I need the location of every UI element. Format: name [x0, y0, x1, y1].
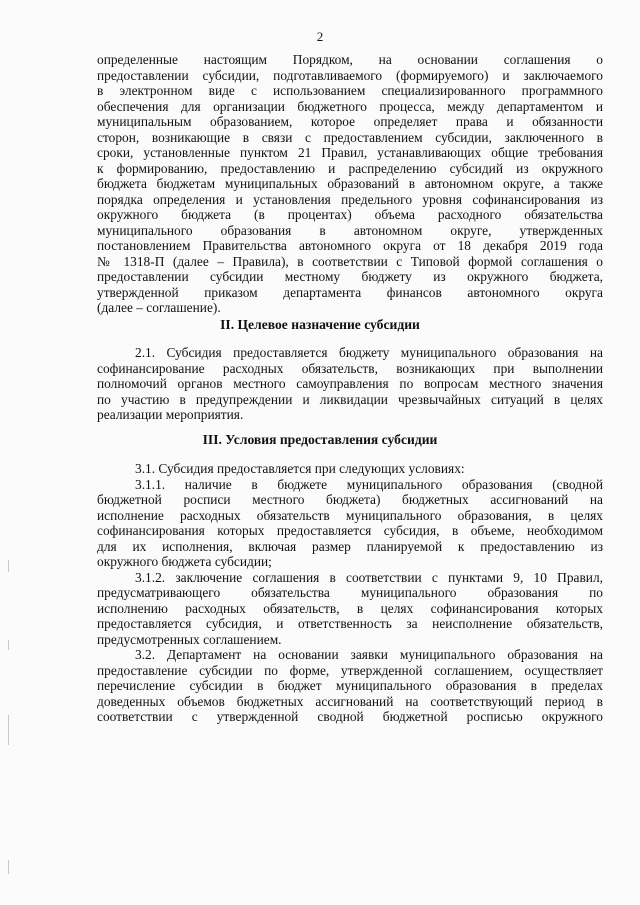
text-line: утвержденной приказом департамента финансов автономного округа: [97, 284, 603, 300]
scan-mark: [8, 640, 9, 650]
paragraph-3-2: [97, 647, 603, 725]
text-line: для их исполнения, включая размер планируемой к предоставлению из: [97, 538, 603, 554]
text-line: соответствии с утвержденной сводной бюджетной росписью окружного: [97, 709, 603, 724]
text-line: предусматривающего обязательства муниципального образования по: [97, 585, 603, 600]
text-line: предоставлении субсидии местному бюджету из окружного бюджета,: [97, 269, 603, 284]
text-line: № 1318-П (далее – Правила), в соответствии с Типовой формой соглашения о: [97, 253, 603, 269]
text-line: к формированию, предоставлению и распределению субсидий из окружного: [97, 160, 603, 176]
text-line: по участию в предупреждении и ликвидации чрезвычайных ситуаций в целях: [97, 391, 603, 407]
text-line: определенные настоящим Порядком, на основании соглашения о: [97, 52, 603, 67]
text-line: 3.2. Департамент на основании заявки муниципального образования на: [135, 647, 603, 662]
text-line: перечисление субсидии в бюджет муниципального образования в пределах: [97, 678, 603, 693]
text-line: предоставлении субсидии, подготавливаемого (формируемого) и заключаемого: [97, 67, 603, 83]
scan-mark: [8, 860, 9, 874]
intro-paragraph: [97, 52, 603, 316]
text-line: полномочий органов местного самоуправления по вопросам местного значения: [97, 376, 603, 391]
section-heading-2: II. Целевое назначение субсидии: [220, 317, 420, 332]
text-line: реализации мероприятия.: [97, 407, 244, 422]
text-line: предусмотренных соглашением.: [97, 631, 282, 647]
text-line: в электронном виде с использованием специализированного программного: [97, 83, 603, 98]
text-line: исполнению расходных обязательств, в целях софинансирования которых: [97, 600, 603, 616]
scan-mark: [8, 560, 9, 572]
text-line: муниципального образования в автономном округе, утвержденных: [97, 222, 603, 238]
text-line: окружного бюджета (в процентах) объема расходного обязательства: [97, 207, 603, 222]
text-line: сторон, возникающие в связи с предоставлением субсидии, заключенного в: [97, 129, 603, 145]
text-line: обеспечения для организации бюджетного процесса, между департаментом и: [97, 98, 603, 114]
text-line: порядка определения и установления предельного уровня софинансирования из: [97, 191, 603, 207]
text-line: муниципальным образованием, которое определяет права и обязанности: [97, 114, 603, 129]
section-heading-3: III. Условия предоставления субсидии: [202, 432, 438, 447]
paragraph-2-1: [97, 345, 603, 423]
text-line: предоставляется субсидия, и ответственность за неисполнение обязательств,: [97, 616, 603, 631]
text-line: окружного бюджета субсидии;: [97, 554, 272, 569]
paragraph-3-1: [97, 461, 603, 647]
text-line: 2.1. Субсидия предоставляется бюджету муниципального образования на: [135, 345, 603, 360]
text-line: 3.1.1. наличие в бюджете муниципального образования (сводной: [135, 476, 603, 492]
text-line: исполнение расходных обязательств муниципального образования, в целях: [97, 507, 603, 523]
text-line: софинансирования которых предоставляется субсидия, в объеме, необходимом: [97, 523, 603, 538]
text-line: доведенных объемов бюджетных ассигнований на соответствующий период в: [97, 693, 603, 709]
text-line: софинансирование расходных обязательств, возникающих при выполнении: [97, 360, 603, 376]
text-line: (далее – соглашение).: [97, 300, 221, 315]
text-line: сроки, установленные пунктом 21 Правил, устанавливающих общие требования: [97, 145, 603, 160]
text-line: 3.1. Субсидия предоставляется при следующих условиях:: [135, 461, 465, 476]
text-line: предоставление субсидии по форме, утвержденной соглашением, осуществляет: [97, 662, 603, 678]
scan-mark: [8, 715, 9, 745]
page-number: 2: [316, 29, 324, 44]
text-line: бюджета бюджетам муниципальных образований в автономном округе, а также: [97, 176, 603, 191]
text-line: бюджетной росписи местного бюджета) бюджетных ассигнований на: [97, 492, 603, 507]
text-line: 3.1.2. заключение соглашения в соответствии с пунктами 9, 10 Правил,: [135, 569, 603, 585]
text-line: постановлением Правительства автономного округа от 18 декабря 2019 года: [97, 238, 603, 253]
